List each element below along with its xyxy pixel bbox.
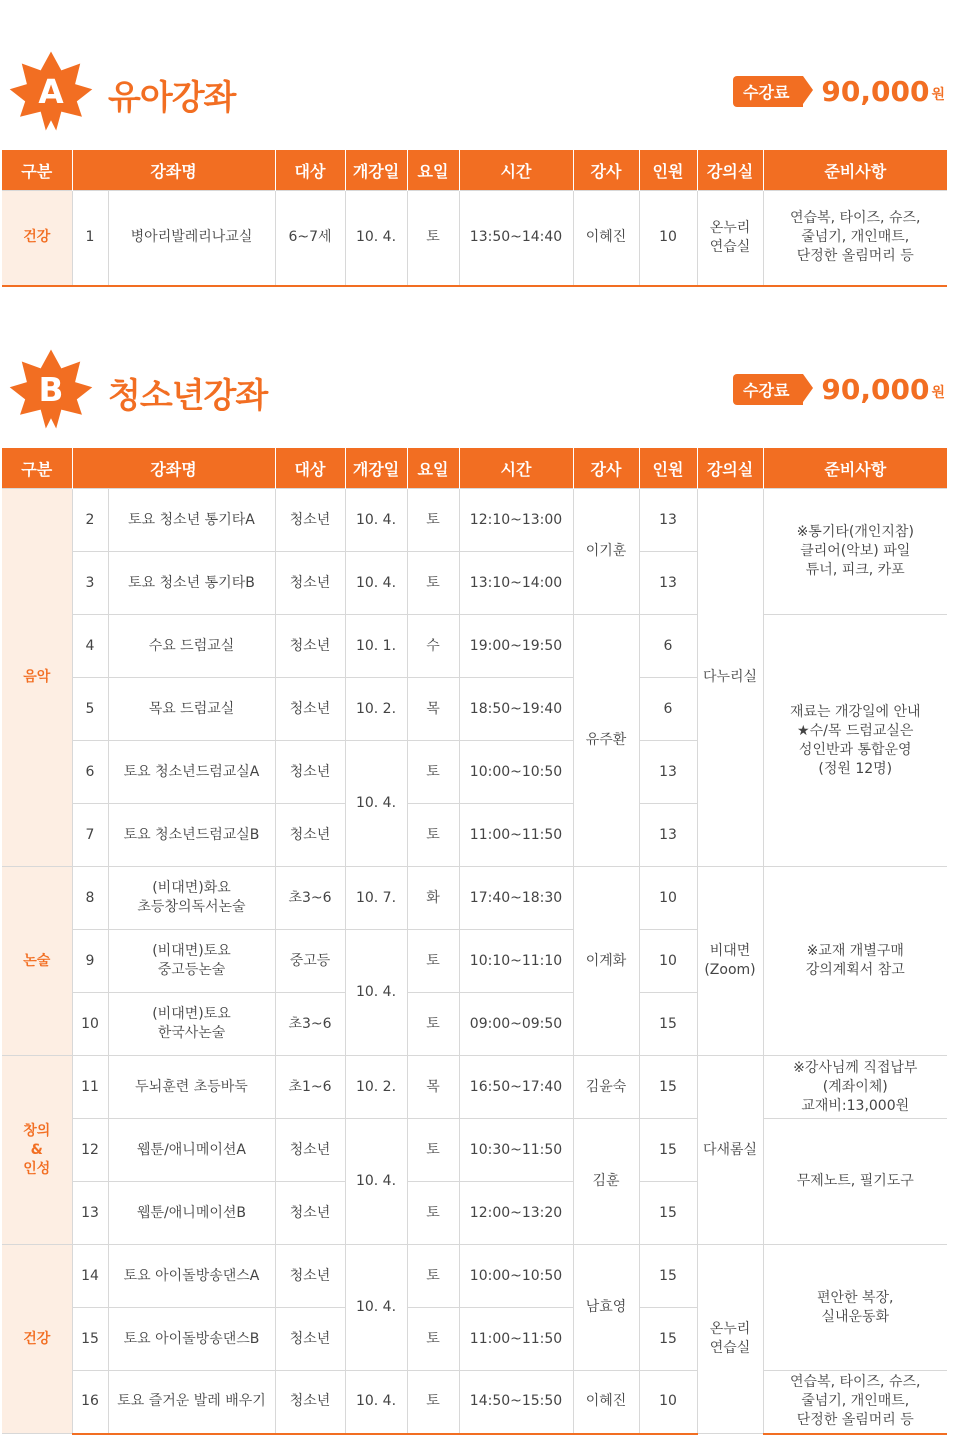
table-row: [2, 1245, 947, 1308]
start-date-cell: 10. 2.: [345, 678, 407, 741]
category-cell: 논술: [2, 867, 72, 1056]
room-cell: 다누리실: [697, 489, 763, 867]
header-time: 시간: [459, 448, 573, 489]
maple-leaf-icon: [8, 48, 94, 134]
start-date-cell: 10. 4.: [345, 489, 407, 552]
table-row: [2, 191, 947, 286]
time-cell: 19:00~19:50: [459, 615, 573, 678]
day-cell: 목: [407, 678, 459, 741]
course-name: 웹툰/애니메이션B: [108, 1182, 275, 1245]
course-number: 6: [72, 741, 108, 804]
header-day: 요일: [407, 150, 459, 191]
time-cell: 09:00~09:50: [459, 993, 573, 1056]
teacher-cell: 이계화: [573, 867, 639, 1056]
course-name: (비대면)토요 한국사논술: [108, 993, 275, 1056]
day-cell: 토: [407, 1308, 459, 1371]
target-cell: 청소년: [275, 804, 345, 867]
fee-box: [733, 372, 945, 406]
section-badge: A: [38, 73, 64, 112]
table-header-row: [2, 448, 947, 489]
day-cell: 토: [407, 191, 459, 286]
header-preparation: 준비사항: [763, 448, 947, 489]
course-name: 토요 청소년드럼교실A: [108, 741, 275, 804]
target-cell: 중고등: [275, 930, 345, 993]
capacity-cell: 6: [639, 678, 697, 741]
course-table-a: [2, 150, 947, 287]
header-day: 요일: [407, 448, 459, 489]
target-cell: 청소년: [275, 552, 345, 615]
teacher-cell: 이기훈: [573, 489, 639, 615]
start-date-cell: 10. 4.: [345, 930, 407, 1056]
teacher-cell: 남효영: [573, 1245, 639, 1371]
header-room: 강의실: [697, 448, 763, 489]
day-cell: 토: [407, 1245, 459, 1308]
teacher-cell: 유주환: [573, 615, 639, 867]
course-number: 16: [72, 1371, 108, 1434]
target-cell: 청소년: [275, 1119, 345, 1182]
preparation-cell: 연습복, 타이즈, 슈즈, 줄넘기, 개인매트, 단정한 올림머리 등: [763, 1371, 947, 1434]
table-row: [2, 615, 947, 678]
capacity-cell: 15: [639, 993, 697, 1056]
course-number: 13: [72, 1182, 108, 1245]
start-date-cell: 10. 7.: [345, 867, 407, 930]
header-course-name: 강좌명: [72, 448, 275, 489]
start-date-cell: 10. 1.: [345, 615, 407, 678]
preparation-cell: 연습복, 타이즈, 슈즈, 줄넘기, 개인매트, 단정한 올림머리 등: [763, 191, 947, 286]
table-row: [2, 489, 947, 552]
target-cell: 청소년: [275, 1245, 345, 1308]
course-number: 4: [72, 615, 108, 678]
fee-unit: 원: [931, 385, 945, 401]
header-target: 대상: [275, 150, 345, 191]
capacity-cell: 13: [639, 552, 697, 615]
day-cell: 토: [407, 1119, 459, 1182]
target-cell: 청소년: [275, 1371, 345, 1434]
section-badge: B: [38, 371, 64, 410]
start-date-cell: 10. 2.: [345, 1056, 407, 1119]
day-cell: 수: [407, 615, 459, 678]
fee-amount: 90,000: [821, 372, 930, 406]
time-cell: 12:00~13:20: [459, 1182, 573, 1245]
target-cell: 청소년: [275, 678, 345, 741]
header-time: 시간: [459, 150, 573, 191]
header-teacher: 강사: [573, 150, 639, 191]
table-header-row: [2, 150, 947, 191]
table-row: [2, 1371, 947, 1434]
course-name: 토요 청소년 통기타B: [108, 552, 275, 615]
time-cell: 17:40~18:30: [459, 867, 573, 930]
capacity-cell: 10: [639, 1371, 697, 1434]
course-number: 10: [72, 993, 108, 1056]
time-cell: 10:30~11:50: [459, 1119, 573, 1182]
course-number: 8: [72, 867, 108, 930]
teacher-cell: 김훈: [573, 1119, 639, 1245]
start-date-cell: 10. 4.: [345, 552, 407, 615]
capacity-cell: 10: [639, 867, 697, 930]
category-cell: 건강: [2, 1245, 72, 1434]
room-cell: 온누리 연습실: [697, 191, 763, 286]
course-name: 수요 드럼교실: [108, 615, 275, 678]
day-cell: 토: [407, 1371, 459, 1434]
time-cell: 10:10~11:10: [459, 930, 573, 993]
header-capacity: 인원: [639, 150, 697, 191]
capacity-cell: 13: [639, 804, 697, 867]
course-number: 3: [72, 552, 108, 615]
capacity-cell: 10: [639, 930, 697, 993]
target-cell: 초3~6: [275, 867, 345, 930]
course-number: 15: [72, 1308, 108, 1371]
target-cell: 6~7세: [275, 191, 345, 286]
section-title: 청소년강좌: [108, 376, 268, 416]
course-name: 병아리발레리나교실: [108, 191, 275, 286]
day-cell: 토: [407, 489, 459, 552]
course-name: 웹툰/애니메이션A: [108, 1119, 275, 1182]
start-date-cell: 10. 4.: [345, 1245, 407, 1371]
preparation-cell: 재료는 개강일에 안내 ★수/목 드럼교실은 성인반과 통합운영 (정원 12명): [763, 615, 947, 867]
table-row: [2, 867, 947, 930]
start-date-cell: 10. 4.: [345, 741, 407, 867]
time-cell: 10:00~10:50: [459, 741, 573, 804]
course-number: 7: [72, 804, 108, 867]
fee-label: 수강료: [733, 76, 803, 107]
time-cell: 14:50~15:50: [459, 1371, 573, 1434]
course-number: 2: [72, 489, 108, 552]
preparation-cell: 편안한 복장, 실내운동화: [763, 1245, 947, 1371]
course-number: 14: [72, 1245, 108, 1308]
start-date-cell: 10. 4.: [345, 1119, 407, 1245]
capacity-cell: 6: [639, 615, 697, 678]
teacher-cell: 이혜진: [573, 1371, 639, 1434]
course-number: 11: [72, 1056, 108, 1119]
day-cell: 토: [407, 930, 459, 993]
fee-amount: 90,000: [821, 74, 930, 108]
target-cell: 초1~6: [275, 1056, 345, 1119]
time-cell: 16:50~17:40: [459, 1056, 573, 1119]
capacity-cell: 15: [639, 1182, 697, 1245]
header-category: 구분: [2, 448, 72, 489]
time-cell: 18:50~19:40: [459, 678, 573, 741]
preparation-cell: ※강사님께 직접납부 (계좌이체) 교재비:13,000원: [763, 1056, 947, 1119]
time-cell: 12:10~13:00: [459, 489, 573, 552]
category-cell: 창의 & 인성: [2, 1056, 72, 1245]
course-name: 토요 즐거운 발레 배우기: [108, 1371, 275, 1434]
time-cell: 11:00~11:50: [459, 804, 573, 867]
capacity-cell: 15: [639, 1245, 697, 1308]
start-date-cell: 10. 4.: [345, 1371, 407, 1434]
section-title: 유아강좌: [108, 78, 236, 118]
header-preparation: 준비사항: [763, 150, 947, 191]
course-name: 토요 청소년 통기타A: [108, 489, 275, 552]
course-name: 두뇌훈련 초등바둑: [108, 1056, 275, 1119]
capacity-cell: 10: [639, 191, 697, 286]
course-table-b: [2, 448, 947, 1435]
time-cell: 13:10~14:00: [459, 552, 573, 615]
time-cell: 11:00~11:50: [459, 1308, 573, 1371]
preparation-cell: 무제노트, 필기도구: [763, 1119, 947, 1245]
header-category: 구분: [2, 150, 72, 191]
target-cell: 청소년: [275, 741, 345, 804]
table-row: [2, 1056, 947, 1119]
day-cell: 토: [407, 1182, 459, 1245]
day-cell: 토: [407, 552, 459, 615]
target-cell: 청소년: [275, 1308, 345, 1371]
course-name: (비대면)토요 중고등논술: [108, 930, 275, 993]
start-date-cell: 10. 4.: [345, 191, 407, 286]
day-cell: 토: [407, 993, 459, 1056]
table-row: [2, 1119, 947, 1182]
section-a-header: [0, 48, 975, 148]
time-cell: 10:00~10:50: [459, 1245, 573, 1308]
course-name: (비대면)화요 초등창의독서논술: [108, 867, 275, 930]
teacher-cell: 김윤숙: [573, 1056, 639, 1119]
course-name: 목요 드럼교실: [108, 678, 275, 741]
day-cell: 토: [407, 741, 459, 804]
capacity-cell: 15: [639, 1119, 697, 1182]
section-b-header: [0, 346, 975, 446]
room-cell: 비대면 (Zoom): [697, 867, 763, 1056]
room-cell: 온누리 연습실: [697, 1245, 763, 1434]
course-number: 5: [72, 678, 108, 741]
course-name: 토요 청소년드럼교실B: [108, 804, 275, 867]
day-cell: 화: [407, 867, 459, 930]
course-number: 9: [72, 930, 108, 993]
fee-box: [733, 74, 945, 108]
teacher-cell: 이혜진: [573, 191, 639, 286]
category-cell: 건강: [2, 191, 72, 286]
course-name: 토요 아이돌방송댄스B: [108, 1308, 275, 1371]
target-cell: 초3~6: [275, 993, 345, 1056]
category-cell: 음악: [2, 489, 72, 867]
preparation-cell: ※교재 개별구매 강의계획서 참고: [763, 867, 947, 1056]
fee-unit: 원: [931, 87, 945, 103]
target-cell: 청소년: [275, 1182, 345, 1245]
maple-leaf-icon: [8, 346, 94, 432]
header-course-name: 강좌명: [72, 150, 275, 191]
course-name: 토요 아이돌방송댄스A: [108, 1245, 275, 1308]
capacity-cell: 15: [639, 1056, 697, 1119]
course-number: 12: [72, 1119, 108, 1182]
day-cell: 목: [407, 1056, 459, 1119]
header-start-date: 개강일: [345, 448, 407, 489]
preparation-cell: ※통기타(개인지참) 클리어(악보) 파일 튜너, 피크, 카포: [763, 489, 947, 615]
day-cell: 토: [407, 804, 459, 867]
capacity-cell: 13: [639, 489, 697, 552]
capacity-cell: 15: [639, 1308, 697, 1371]
header-room: 강의실: [697, 150, 763, 191]
target-cell: 청소년: [275, 615, 345, 678]
time-cell: 13:50~14:40: [459, 191, 573, 286]
header-target: 대상: [275, 448, 345, 489]
course-number: 1: [72, 191, 108, 286]
header-teacher: 강사: [573, 448, 639, 489]
fee-label: 수강료: [733, 374, 803, 405]
header-start-date: 개강일: [345, 150, 407, 191]
room-cell: 다새롬실: [697, 1056, 763, 1245]
target-cell: 청소년: [275, 489, 345, 552]
header-capacity: 인원: [639, 448, 697, 489]
capacity-cell: 13: [639, 741, 697, 804]
